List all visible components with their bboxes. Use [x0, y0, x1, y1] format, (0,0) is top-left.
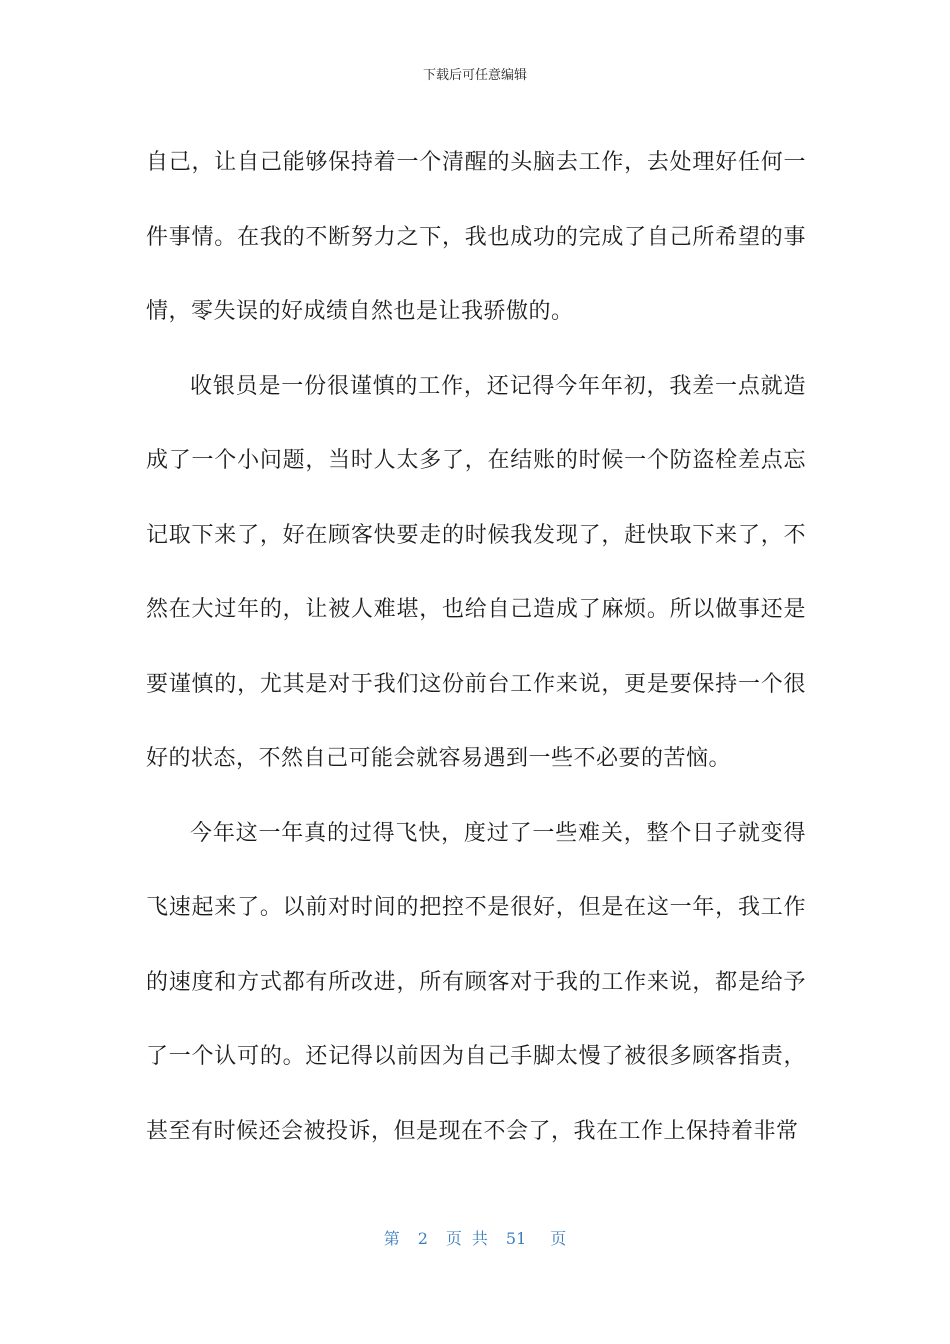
- paragraph-2: 收银员是一份很谨慎的工作，还记得今年年初，我差一点就造成了一个小问题，当时人太多了，在结账的时候一个防盗栓差点忘记取下来了，好在顾客快要走的时候我发现了，赶快取下来了，不然在大过年的，让被人难堪，也给自己造成了麻烦。所以做事还是要谨慎的，尤其是对于我们这份前台工作来说，更是要保持一个很好的状态，不然自己可能会就容易遇到一些不必要的苦恼。: [146, 373, 806, 771]
- page-header: [0, 68, 950, 84]
- footer-middle: 页共: [445, 1229, 498, 1248]
- footer-page-number: 2: [417, 1229, 428, 1248]
- footer-suffix: 页: [550, 1229, 567, 1248]
- page-footer: [0, 1229, 950, 1249]
- paragraph-3: 今年这一年真的过得飞快，度过了一些难关，整个日子就变得飞速起来了。以前对时间的把控不是很好，但是在这一年，我工作的速度和方式都有所改进，所有顾客对于我的工作来说，都是给予了一个认可的。还记得以前因为自己手脚太慢了被很多顾客指责，甚至有时候还会被投诉，但是现在不会了，我在工作上保持着非常: [146, 820, 806, 1144]
- document-body: [146, 126, 806, 1169]
- footer-total-pages: 51: [505, 1229, 527, 1248]
- paragraph-1: 自己，让自己能够保持着一个清醒的头脑去工作，去处理好任何一件事情。在我的不断努力之下，我也成功的完成了自己所希望的事情，零失误的好成绩自然也是让我骄傲的。: [146, 150, 806, 324]
- footer-prefix: 第: [383, 1229, 400, 1248]
- header-text: 下载后可任意编辑: [422, 68, 527, 83]
